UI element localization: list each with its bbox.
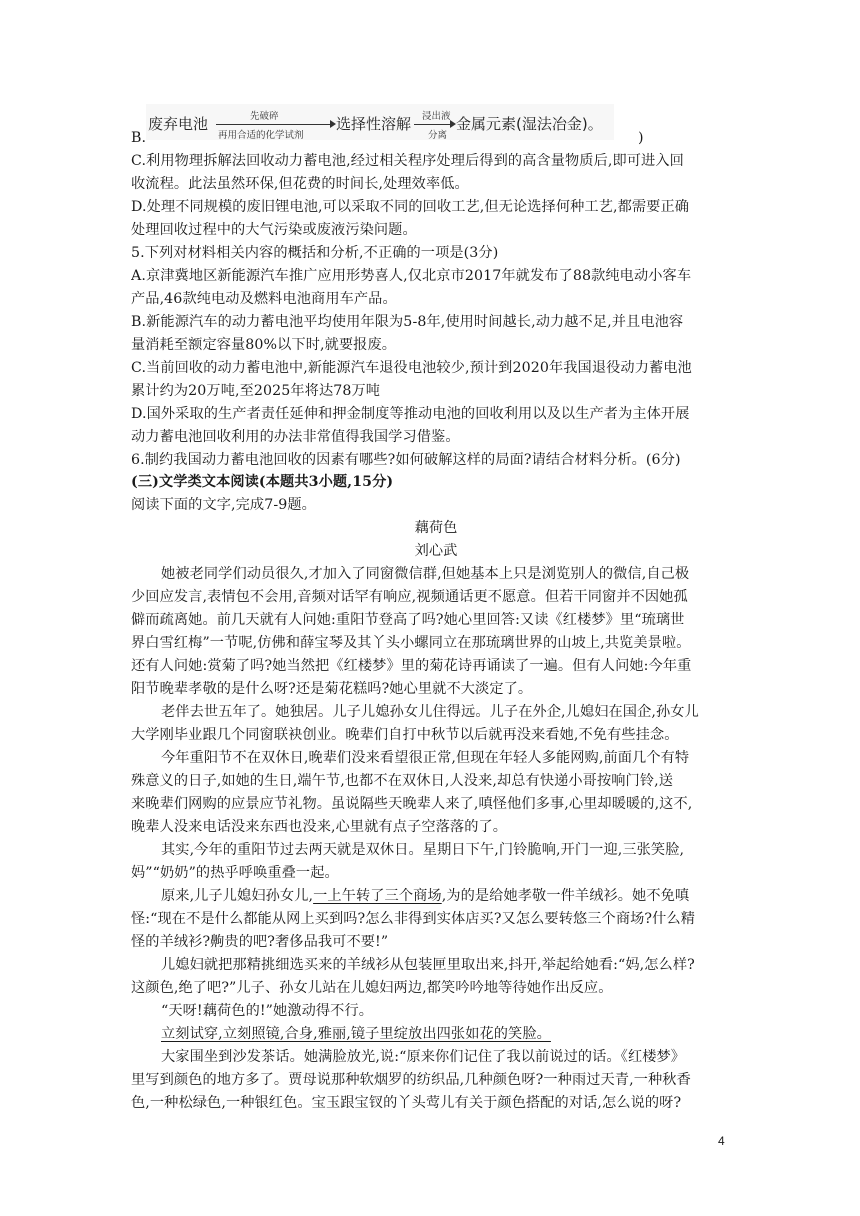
text-line: B.新能源汽车的动力蓄电池平均使用年限为5-8年,使用时间越长,动力越不足,并且电池容 (131, 314, 684, 330)
paragraph-line: 里写到颜色的地方多了。贾母说那种软烟罗的纺织品,几种颜色呀?一种雨过天青,一种秋香 (131, 1072, 691, 1088)
story-title: 藕荷色 (414, 520, 458, 536)
flow-arrow2-label-bottom: 分离 (428, 130, 448, 141)
page-number: 4 (718, 1134, 725, 1148)
story-author: 刘心武 (414, 543, 458, 559)
paragraph-line: 今年重阳节不在双休日,晚辈们没来看望很正常,但现在年轻人多能网购,前面几个有特 (161, 750, 690, 766)
underlined-phrase: 一上午转了三个商场 (313, 888, 442, 904)
question-6: 6.制约我国动力蓄电池回收的因素有哪些?如何破解这样的局面?请结合材料分析。(6分) (131, 452, 681, 468)
text-line: C.利用物理拆解法回收动力蓄电池,经过相关程序处理后得到的高含量物质后,即可进入回 (131, 153, 684, 169)
flow-arrow-2 (414, 124, 454, 125)
paragraph-line: 殊意义的日子,如她的生日,端午节,也都不在双休日,人没来,却总有快递小哥按响门铃,送 (131, 773, 674, 789)
paragraph-line: 晚辈人没来电话没来东西也没来,心里就有点子空落落的了。 (131, 819, 508, 835)
paragraph-text: ,为的是给她孝敬一件羊绒衫。她不免嗔 (441, 888, 690, 904)
paragraph-line: 怪的羊绒衫?齁贵的吧?奢侈品我可不要!” (131, 934, 389, 950)
text-line: 产品,46款纯电动及燃料电池商用车产品。 (131, 291, 397, 307)
paragraph-line (161, 886, 741, 906)
option-b-label: B. (131, 130, 147, 146)
paragraph-line: 少回应发言,表情包不会用,音频对话罕有响应,视频通话更不愿意。但若干同窗并不因她孤 (131, 589, 688, 605)
paragraph-line: 大学刚毕业跟几个同窗联袂创业。晚辈们自打中秋节以后就再没来看她,不免有些挂念。 (131, 727, 679, 743)
paragraph-line: 界白雪红梅”一节呢,仿佛和薛宝琴及其丫头小螺同立在那琉璃世界的山坡上,共览美景啦。 (131, 635, 691, 651)
paragraph-line: 她被老同学们动员很久,才加入了同窗微信群,但她基本上只是浏览别人的微信,自己极 (161, 566, 690, 582)
paragraph-line: “天呀!藕荷色的!”她激动得不行。 (161, 1003, 374, 1019)
paragraph-line: 色,一种松绿色,一种银红色。宝玉跟宝钗的丫头莺儿有关于颜色搭配的对话,怎么说的呀? (131, 1095, 682, 1111)
paragraph-line: 僻而疏离她。前几天就有人问她:重阳节登高了吗?她心里回答:又读《红楼梦》里“琉璃世 (131, 612, 685, 628)
option-b-close-paren: ) (638, 130, 644, 146)
flow-arrow2-label-top: 浸出液 (422, 111, 451, 122)
flow-step-waste-battery: 废弃电池 (148, 115, 209, 133)
paragraph-line: 儿媳妇就把那精挑细选买来的羊绒衫从包装匣里取出来,抖开,举起给她看:“妈,怎么样? (161, 957, 695, 973)
question-5: 5.下列对材料相关内容的概括和分析,不正确的一项是(3分) (131, 245, 499, 261)
flow-step-metal-elements: 金属元素(湿法冶金)。 (456, 115, 603, 133)
paragraph-line: 这颜色,绝了吧?”儿子、孙女儿站在儿媳妇两边,都笑吟吟地等待她作出反应。 (131, 980, 613, 996)
flow-arrow1-label-top: 先破碎 (250, 111, 279, 122)
text-line: 处理回收过程中的大气污染或废液污染问题。 (131, 222, 417, 238)
paragraph-line: 妈”“奶奶”的热乎呼唤重叠一起。 (131, 865, 339, 881)
text-line: D.国外采取的生产者责任延伸和押金制度等推动电池的回收利用以及以生产者为主体开展 (131, 406, 690, 422)
paragraph-text: 原来,儿子儿媳妇孙女儿, (161, 888, 314, 904)
text-line: D.处理不同规模的废旧锂电池,可以采取不同的回收工艺,但无论选择何种工艺,都需要正确 (131, 199, 690, 215)
text-line: 收流程。此法虽然环保,但花费的时间长,处理效率低。 (131, 176, 469, 192)
paragraph-line: 大家围坐到沙发茶话。她满脸放光,说:“原来你们记住了我以前说过的话。《红楼梦》 (161, 1049, 686, 1065)
paragraph-line: 其实,今年的重阳节过去两天就是双休日。星期日下午,门铃脆响,开门一迎,三张笑脸, (161, 842, 685, 858)
paragraph-line: 老伴去世五年了。她独居。儿子儿媳孙女儿住得远。儿子在外企,儿媳妇在国企,孙女儿 (161, 704, 699, 720)
paragraph-line: 阳节晚辈孝敬的是什么呀?还是菊花糕吗?她心里就不大淡定了。 (131, 681, 533, 697)
process-flow-figure (146, 104, 614, 140)
text-line: 动力蓄电池回收利用的办法非常值得我国学习借鉴。 (131, 429, 460, 445)
underlined-sentence: 立刻试穿,立刻照镜,合身,雅丽,镜子里绽放出四张如花的笑脸。 (161, 1026, 551, 1042)
text-line: 累计约为20万吨,至2025年将达78万吨 (131, 383, 381, 399)
text-line: A.京津冀地区新能源汽车推广应用形势喜人,仅北京市2017年就发布了88款纯电动小客车 (131, 268, 692, 284)
paragraph-line: 来晚辈们网购的应景应节礼物。虽说隔些天晚辈人来了,嗔怪他们多事,心里却暖暖的,这不, (131, 796, 693, 812)
flow-arrow-1 (216, 124, 334, 125)
section-title: (三)文学类文本阅读(本题共3小题,15分) (131, 474, 394, 490)
text-line: 量消耗至额定容量80%以下时,就要报废。 (131, 337, 397, 353)
text-line: C.当前回收的动力蓄电池中,新能源汽车退役电池较少,预计到2020年我国退役动力蓄电池 (131, 360, 692, 376)
flow-step-selective-dissolve: 选择性溶解 (336, 115, 412, 133)
flow-arrow1-label-bottom: 再用合适的化学试剂 (218, 130, 304, 141)
paragraph-line: 怪:“现在不是什么都能从网上买到吗?怎么非得到实体店买?又怎么要转悠三个商场?什么精 (131, 911, 695, 927)
instruction: 阅读下面的文字,完成7-9题。 (131, 497, 316, 513)
paragraph-line: 还有人问她:赏菊了吗?她当然把《红楼梦》里的菊花诗再诵读了一遍。但有人问她:今年重 (131, 658, 692, 674)
